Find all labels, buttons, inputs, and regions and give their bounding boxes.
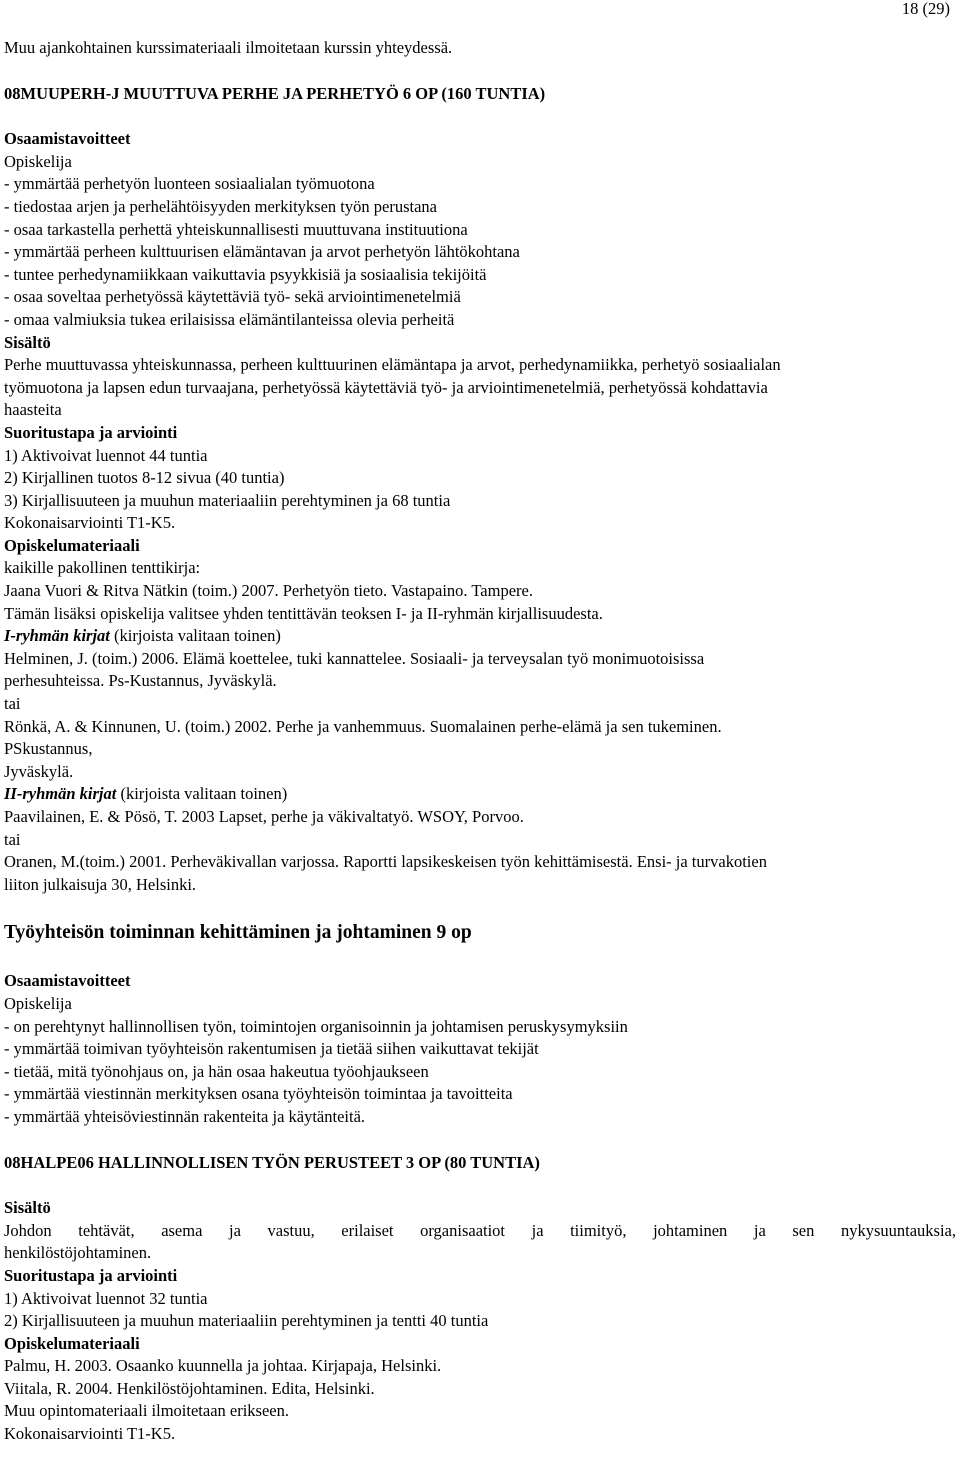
module2-goals-heading: Osaamistavoitteet	[4, 971, 131, 991]
group2-heading	[4, 783, 956, 806]
course1-method-heading: Suoritustapa ja arviointi	[4, 422, 178, 442]
group2-book-line: liiton julkaisuja 30, Helsinki.	[4, 874, 197, 894]
course1-content-line: Perhe muuttuvassa yhteiskunnassa, perheen kulttuurinen elämäntapa ja arvot, perhedynamiikka, perhetyö sosiaalialan	[4, 355, 781, 375]
course1-goal: - osaa tarkastella perhettä yhteiskunnallisesti muuttuvana instituutiona	[4, 219, 468, 239]
course3-content-line: henkilöstöjohtaminen.	[4, 1243, 152, 1263]
group1-label: I-ryhmän kirjat	[4, 626, 110, 646]
group1-book-line: Jyväskylä.	[4, 761, 74, 781]
page-content	[4, 37, 956, 1446]
module2-student-label: Opiskelija	[4, 993, 72, 1013]
group1-heading	[4, 625, 956, 648]
course1-material-line: Tämän lisäksi opiskelija valitsee yhden tentittävän teoksen I- ja II-ryhmän kirjallisuudesta.	[4, 603, 603, 623]
course3-material-line: Palmu, H. 2003. Osaanko kuunnella ja johtaa. Kirjapaja, Helsinki.	[4, 1356, 442, 1376]
course1-material-line: Jaana Vuori & Ritva Nätkin (toim.) 2007. Perhetyön tieto. Vastapaino. Tampere.	[4, 581, 533, 601]
course1-content-line: työmuotona ja lapsen edun turvaajana, perhetyössä käytettäviä työ- ja arviointimenetelmiä, perhetyössä kohdattavia	[4, 377, 768, 397]
course1-method-line: 2) Kirjallinen tuotos 8-12 sivua (40 tuntia)	[4, 468, 285, 488]
course1-goal: - ymmärtää perhetyön luonteen sosiaalialan työmuotona	[4, 174, 375, 194]
course3-material-line: Muu opintomateriaali ilmoitetaan erikseen.	[4, 1401, 289, 1421]
course3-content-heading: Sisältö	[4, 1198, 51, 1218]
page-number: 18 (29)	[901, 0, 950, 18]
group1-suffix: (kirjoista valitaan toinen)	[109, 626, 281, 646]
course1-material-heading: Opiskelumateriaali	[4, 535, 140, 555]
course1-goal: - tiedostaa arjen ja perhelähtöisyyden merkityksen työn perustana	[4, 196, 437, 216]
group2-label: II-ryhmän kirjat	[4, 784, 117, 804]
course1-method-line: Kokonaisarviointi T1-K5.	[4, 513, 176, 533]
module2-goal: - on perehtynyt hallinnollisen työn, toimintojen organisoinnin ja johtamisen peruskysymyksiin	[4, 1016, 628, 1036]
group2-book-line: Oranen, M.(toim.) 2001. Perheväkivallan varjossa. Raportti lapsikeskeisen työn kehittämisestä. Ensi- ja turvakotien	[4, 852, 767, 872]
course3-material-line: Kokonaisarviointi T1-K5.	[4, 1424, 176, 1444]
module2-goal: - ymmärtää toimivan työyhteisön rakentumisen ja tietää siihen vaikuttavat tekijät	[4, 1039, 539, 1059]
group1-book-line: Rönkä, A. & Kinnunen, U. (toim.) 2002. Perhe ja vanhemmuus. Suomalainen perhe-elämä ja sen tukeminen.	[4, 716, 722, 736]
course3-title: 08HALPE06 HALLINNOLLISEN TYÖN PERUSTEET 3 OP (80 TUNTIA)	[4, 1152, 540, 1172]
course1-student-label: Opiskelija	[4, 151, 72, 171]
group2-suffix: (kirjoista valitaan toinen)	[116, 784, 288, 804]
course1-goals-heading: Osaamistavoitteet	[4, 129, 131, 149]
course1-goal: - tuntee perhedynamiikkaan vaikuttavia psyykkisiä ja sosiaalisia tekijöitä	[4, 264, 487, 284]
course3-material-line: Viitala, R. 2004. Henkilöstöjohtaminen. Edita, Helsinki.	[4, 1378, 375, 1398]
course3-material-heading: Opiskelumateriaali	[4, 1333, 140, 1353]
group2-book-line: tai	[4, 829, 21, 849]
intro-text: Muu ajankohtainen kurssimateriaali ilmoitetaan kurssin yhteydessä.	[4, 38, 453, 57]
module2-goal: - tietää, mitä työnohjaus on, ja hän osaa hakeutua työohjaukseen	[4, 1061, 429, 1081]
course1-goal: - osaa soveltaa perhetyössä käytettäviä työ- sekä arviointimenetelmiä	[4, 287, 461, 307]
group1-book-line: Helminen, J. (toim.) 2006. Elämä koettelee, tuki kannattelee. Sosiaali- ja terveysalan työ monimuotoisissa	[4, 648, 705, 668]
module2-goal: - ymmärtää yhteisöviestinnän rakenteita ja käytänteitä.	[4, 1106, 366, 1126]
course1-material-line: kaikille pakollinen tenttikirja:	[4, 558, 201, 578]
course1-content-line: haasteita	[4, 400, 62, 420]
course1-method-line: 3) Kirjallisuuteen ja muuhun materiaaliin perehtyminen ja 68 tuntia	[4, 490, 451, 510]
course1-goal: - ymmärtää perheen kulttuurisen elämäntavan ja arvot perhetyön lähtökohtana	[4, 242, 520, 262]
module2-goal: - ymmärtää viestinnän merkityksen osana työyhteisön toimintaa ja tavoitteita	[4, 1084, 513, 1104]
module2-title: Työyhteisön toiminnan kehittäminen ja johtaminen 9 op	[4, 922, 472, 944]
course1-goal: - omaa valmiuksia tukea erilaisissa elämäntilanteissa olevia perheitä	[4, 309, 455, 329]
group1-book-line: tai	[4, 694, 21, 714]
course3-method-line: 1) Aktivoivat luennot 32 tuntia	[4, 1288, 208, 1308]
course1-method-line: 1) Aktivoivat luennot 44 tuntia	[4, 445, 208, 465]
course3-content-line: Johdon tehtävät, asema ja vastuu, erilaiset organisaatiot ja tiimityö, johtaminen ja sen nykysuuntauksia,	[4, 1220, 956, 1240]
course1-title: 08MUUPERH-J MUUTTUVA PERHE JA PERHETYÖ 6 OP (160 TUNTIA)	[4, 83, 546, 103]
group2-book-line: Paavilainen, E. & Pösö, T. 2003 Lapset, perhe ja väkivaltatyö. WSOY, Porvoo.	[4, 807, 524, 826]
group1-book-line: PSkustannus,	[4, 739, 93, 759]
course3-method-heading: Suoritustapa ja arviointi	[4, 1265, 178, 1285]
course1-content-heading: Sisältö	[4, 332, 51, 352]
course3-method-line: 2) Kirjallisuuteen ja muuhun materiaaliin perehtyminen ja tentti 40 tuntia	[4, 1311, 489, 1331]
group1-book-line: perhesuhteissa. Ps-Kustannus, Jyväskylä.	[4, 671, 277, 691]
